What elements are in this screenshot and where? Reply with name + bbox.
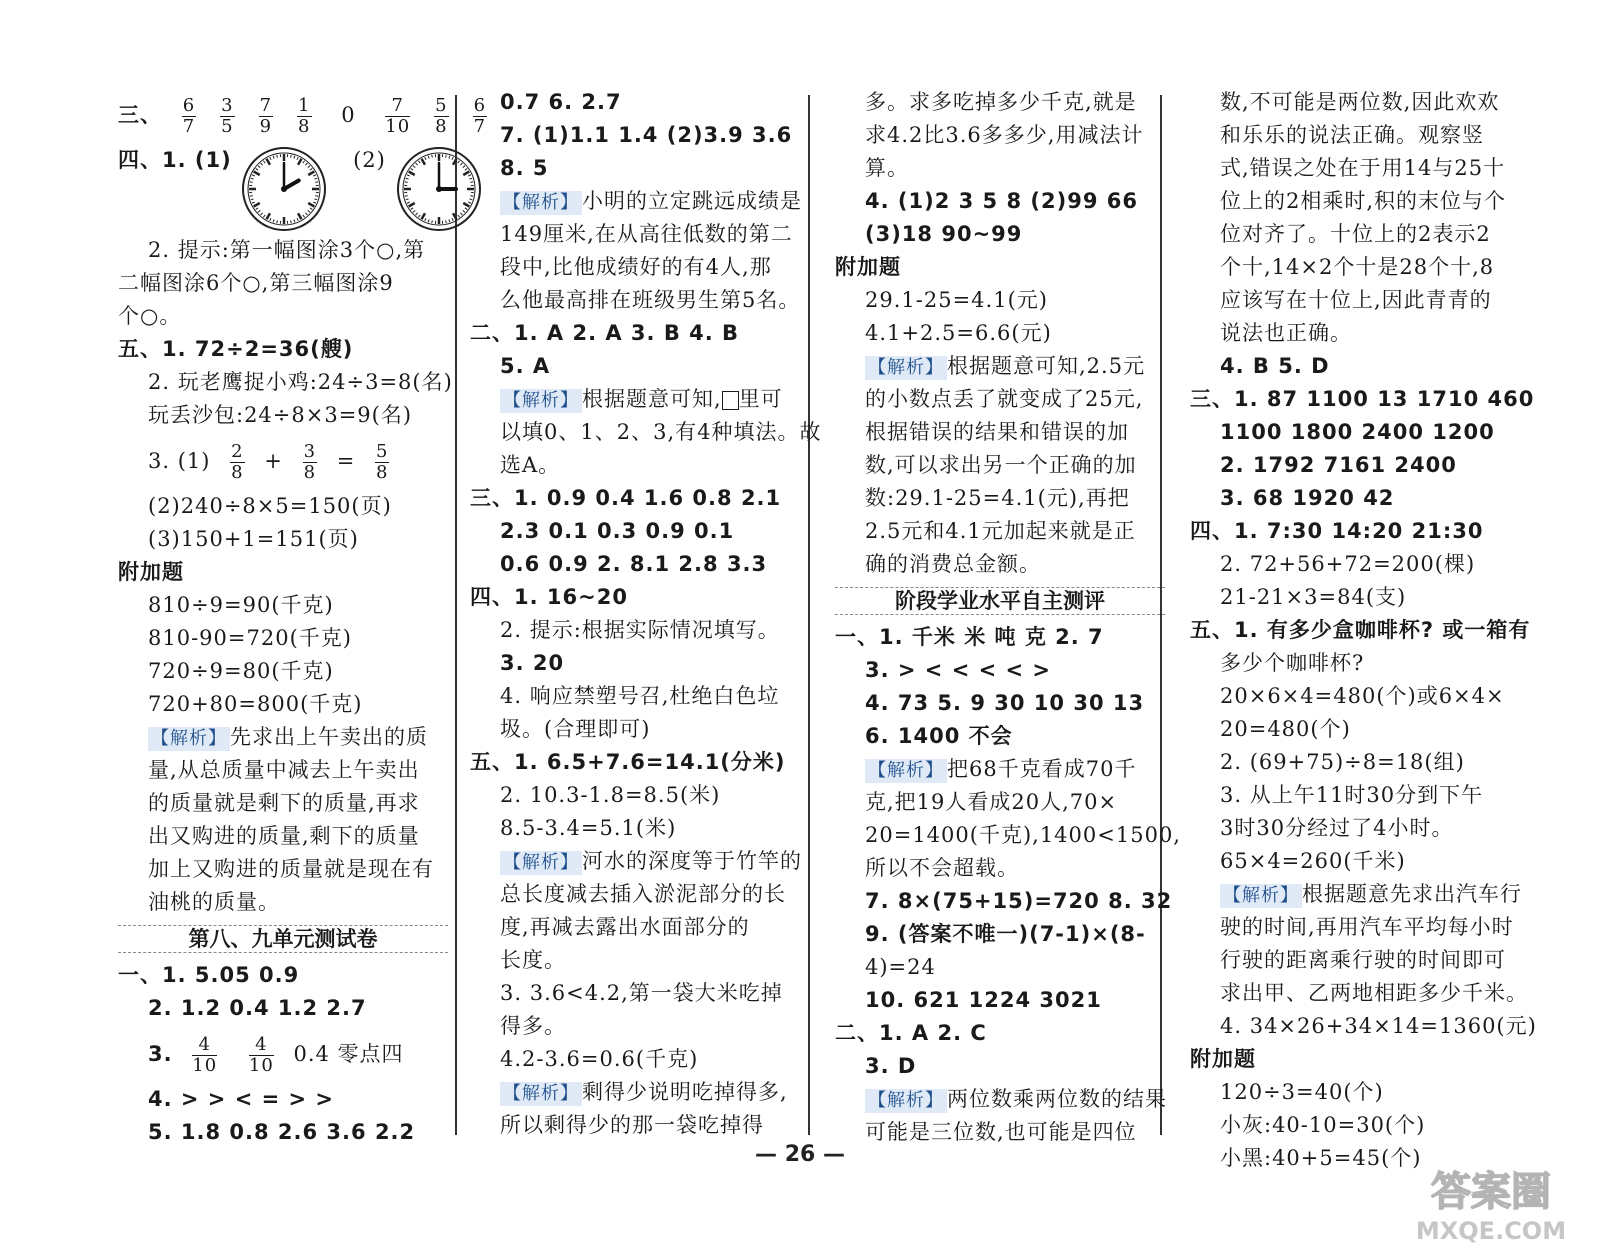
clock-tick [309,203,315,207]
clock-tick [254,172,260,176]
answer-line: 3. D [865,1054,917,1078]
clock-tick [303,215,305,217]
answer-line: 位上的2相乘时,积的末位与个 [1220,189,1507,213]
svg-text:MXQE.COM: MXQE.COM [1415,1217,1567,1245]
section-title: 第八、九单元测试卷 [118,919,448,959]
clock-tick [270,157,271,160]
answer-line: 二幅图涂6个○,第三幅图涂9 [118,271,394,295]
answer-line: 2. 提示:根据实际情况填写。 [500,618,780,642]
answer-line: 出又购进的质量,剩下的质量 [148,824,420,848]
analysis-line: 求出甲、乙两地相距多少千米。 [1220,981,1528,1005]
answer-line: 一、1. 千米 米 吨 克 2. 7 [835,625,1104,649]
section-marker: 三、 [118,103,162,127]
clock-tick [448,156,449,159]
answer-line: 3时30分经过了4小时。 [1220,816,1454,840]
clock-tick [277,220,278,223]
answer-line: 油桃的质量。 [148,890,280,914]
analysis-line: 可能是三位数,也可能是四位 [865,1120,1137,1144]
answer-line: 五、1. 有多少盒咖啡杯? 或一箱有 [1190,618,1531,642]
watermark-logo [1406,1157,1576,1247]
clock-tick [428,156,429,159]
clock-tick [405,178,408,179]
analysis-line: 长度。 [500,948,566,972]
fraction: $\frac{7}{9}$ [259,95,273,137]
clock-tick [413,210,415,212]
answer-line: 4. 73 5. 9 30 10 30 13 [865,691,1145,715]
answer-line: 个○。 [118,304,182,328]
clock-tick [415,163,417,165]
answer-line: 说法也正确。 [1220,321,1352,345]
column-1 [118,86,487,1149]
analysis-line: 段中,比他成绩好的有4人,那 [500,255,772,279]
clock-tick [316,182,319,183]
clock-tick [462,210,464,212]
sub-marker: (2) [353,148,386,172]
analysis-line: 149厘米,在从高往低数的第二 [500,222,793,246]
fraction: $\frac{1}{8}$ [298,95,311,137]
clock-tick [453,159,457,165]
answer-line: 4. (1)2 3 5 8 (2)99 66 [865,189,1138,213]
fraction: $\frac{6}{7}$ [182,95,196,137]
clock-tick [274,156,275,159]
clock-tick [316,196,319,197]
clock-tick [418,161,420,163]
clock-tick [463,172,469,176]
clock-center [436,186,442,192]
clock-tick [410,208,412,210]
analysis-lines [118,754,448,919]
clock-tick [407,175,410,176]
clock-tick [314,175,317,176]
answer-line: 4.2-3.6=0.6(千克) [500,1047,699,1071]
answer-line: 0.7 6. 2.7 [500,90,622,114]
answer-line: 810-90=720(千克) [148,626,352,650]
answer-line: 五、1. 6.5+7.6=14.1(分米) [470,750,786,774]
analysis-tag: 【解析】 [865,1089,947,1113]
clock-icon [239,144,329,234]
fraction: $\frac{4}{10}$ [192,1034,218,1076]
answer-line: 数,不可能是两位数,因此欢欢 [1220,90,1500,114]
answer-line: 20=480(个) [1220,717,1351,741]
answer-line: 4. B 5. D [1220,354,1330,378]
answer-line: 小灰:40-10=30(个) [1220,1113,1426,1137]
clock-tick [267,213,271,219]
clock-tick [431,155,432,158]
answer-line: 1100 1800 2400 1200 [1220,420,1495,444]
answer-line: 10. 621 1224 3021 [865,988,1102,1012]
clock-tick [274,219,275,222]
fraction: $\frac{4}{10}$ [248,1034,274,1076]
clock-tick [303,161,305,163]
column-4 [1190,86,1537,1175]
clock-tick [315,178,318,179]
fraction: $\frac{5}{8}$ [435,95,448,137]
clock-tick [250,182,253,183]
answer-line: 位对齐了。十位上的2表示2 [1220,222,1491,246]
clock-tick [297,218,298,221]
analysis-tag: 【解析】 [500,191,582,215]
fraction: $\frac{3}{8}$ [303,441,317,483]
analysis-line: 2.5元和4.1元加起来就是正 [865,519,1136,543]
analysis-line: 选A。 [500,453,561,477]
clock-tick [294,219,295,222]
answer-line: 21-21×3=84(支) [1220,585,1407,609]
sub-marker: 3. (1) [148,449,211,473]
answer-line: 120÷3=40(个) [1220,1080,1384,1104]
clock-tick [421,213,425,219]
answer-line: 8. 5 [500,156,549,180]
analysis-line: 数,可以求出另一个正确的加 [865,453,1137,477]
clock-tick [294,156,295,159]
clock-tick [407,202,410,203]
answer-line: 的质量就是剩下的质量,再求 [148,791,420,815]
analysis-line: 所以不会超载。 [865,856,1019,880]
answer-line: 2. 玩老鹰捉小鸡:24÷3=8(名) [148,370,453,394]
answer-line: 二、1. A 2. C [835,1021,987,1045]
answer-line: 2. 10.3-1.8=8.5(米) [500,783,721,807]
clock-tick [261,213,263,215]
clock-answers [118,144,448,234]
analysis-line: 克,把19人看成20人,70× [865,790,1118,814]
clock-tick [250,196,253,197]
column-divider [808,95,810,1135]
answer-line: 2. 72+56+72=200(棵) [1220,552,1476,576]
column-divider [455,95,457,1135]
extra-title: 附加题 [118,560,184,584]
analysis-line: 的小数点丢了就变成了25元, [865,387,1144,411]
analysis-line: 【解析】 把68千克看成70千 [835,753,1165,786]
analysis-line: 【解析】 根据题意先求出汽车行 [1190,878,1520,911]
answer-line: 4.1+2.5=6.6(元) [865,321,1052,345]
clock-tick [309,172,315,176]
fraction: $\frac{2}{8}$ [231,441,244,483]
zero-value: 0 [341,103,356,127]
answer-line: 4. 响应禁塑号召,杜绝白色垃 [500,684,780,708]
answer-line: 3. 3.6<4.2,第一袋大米吃掉 [500,981,783,1005]
clock-tick [258,166,260,168]
answer-line: 求4.2比3.6多多少,用减法计 [865,123,1144,147]
analysis-tag: 【解析】 [865,759,947,783]
answer-line: 玩丢沙包:24÷8×3=9(名) [148,403,413,427]
answer-line: 2. 提示:第一幅图涂3个○,第 [148,238,426,262]
answer-line: 720+80=800(千克) [148,692,363,716]
clock-tick [460,163,462,165]
clock-tick [267,159,271,165]
clock-tick [464,208,466,210]
answer-line: 9. (答案不唯一)(7-1)×(8- [865,922,1146,946]
answer-line: 小黑:40+5=45(个) [1220,1146,1422,1170]
analysis-line: 度,再减去露出水面部分的 [500,915,750,939]
section-three-fractions [118,86,487,144]
clock-tick [415,213,417,215]
clock-tick [291,220,292,223]
clock-tick [254,203,260,207]
analysis-line: 【解析】 先求出上午卖出的质 [118,721,448,754]
extra-lines [118,589,448,721]
page-number: — 26 — [755,1142,845,1167]
column-3 [835,86,1181,1149]
clock-tick [308,166,310,168]
clock-tick [448,219,449,222]
analysis-line: 【解析】 河水的深度等于竹竿的 [470,845,800,878]
clock-tick [408,203,414,207]
blank-box [722,391,739,410]
answer-line: 5. 1.8 0.8 2.6 3.6 2.2 [148,1120,416,1144]
clock-tick [424,218,425,221]
clock-tick [460,213,462,215]
answer-line: 四、1. 16~20 [470,585,628,609]
fraction-equation [118,432,448,490]
answer-line: 圾。(合理即可) [500,717,651,741]
clock-tick [418,215,420,217]
clock-tick [291,155,292,158]
clock-tick [464,168,466,170]
answer-line: 五、1. 72÷2=36(艘) [118,337,354,361]
clock-face-1 [239,144,329,244]
analysis-line: 【解析】 两位数乘两位数的结果 [835,1083,1165,1116]
answer-line: 得多。 [500,1014,566,1038]
answer-line: 7. (1)1.1 1.4 (2)3.9 3.6 [500,123,793,147]
clock-tick [310,168,312,170]
clock-tick [428,219,429,222]
analysis-line: 【解析】 小明的立定跳远成绩是 [470,185,800,218]
clock-tick [306,213,308,215]
column-2 [470,86,822,1142]
clock-tick [404,182,407,183]
answer-line: (2)240÷8×5=150(页) [148,494,392,518]
analysis-tag: 【解析】 [865,356,947,380]
clock-tick [315,199,318,200]
analysis-line: 【解析】 根据题意可知,2.5元 [835,350,1165,383]
clock-tick [270,218,271,221]
clock-tick [306,163,308,165]
clock-tick [252,202,255,203]
clock-tick [421,159,425,165]
answer-text: 0.4 零点四 [293,1042,404,1066]
answer-line: 加上又购进的质量就是现在有 [148,857,434,881]
answer-line: 四、1. 7:30 14:20 21:30 [1190,519,1484,543]
sub-marker: 3. [148,1042,173,1066]
clock-tick [264,161,266,163]
operator: + [264,449,283,473]
analysis-line: 么他最高排在班级男生第5名。 [500,288,801,312]
clock-tick [413,166,415,168]
extra-title: 附加题 [835,255,901,279]
answer-line: 式,错误之处在于用14与25十 [1220,156,1506,180]
clock-tick [314,202,317,203]
clock-tick [408,172,414,176]
fraction: $\frac{3}{5}$ [221,95,234,137]
fraction: $\frac{7}{10}$ [385,95,411,137]
clock-tick [404,196,407,197]
extra-title: 附加题 [1190,1047,1256,1071]
analysis-line: 确的消费总金额。 [865,552,1041,576]
analysis-line: 20=1400(千克),1400<1500, [865,823,1181,847]
answer-line: 2. 1.2 0.4 1.2 2.7 [148,996,367,1020]
answer-line: 6. 1400 不会 [865,724,1013,748]
clock-tick [252,175,255,176]
answer-line: 算。 [865,156,909,180]
analysis-tag: 【解析】 [500,851,582,875]
answer-line: 2. 1792 7161 2400 [1220,453,1457,477]
answer-line: 量,从总质量中减去上午卖出 [148,758,420,782]
clock-tick [445,155,446,158]
answer-line: (3)150+1=151(页) [148,527,359,551]
svg-text:答案圈: 答案圈 [1431,1169,1551,1215]
clock-tick [405,199,408,200]
clock-tick [297,157,298,160]
clock-tick [264,215,266,217]
operator: = [336,449,356,473]
analysis-line: 数:29.1-25=4.1(元),再把 [865,486,1130,510]
analysis-tag: 【解析】 [500,389,582,413]
analysis-tag: 【解析】 [148,727,230,751]
clock-tick [298,159,302,165]
answer-line: 2.3 0.1 0.3 0.9 0.1 [500,519,735,543]
answer-line: 4)=24 [865,955,936,979]
answer-line: 20×6×4=480(个)或6×4× [1220,684,1505,708]
analysis-line: 以填0、1、2、3,有4种填法。故 [500,420,822,444]
answer-line: 应该写在十位上,因此青青的 [1220,288,1492,312]
clock-tick [424,157,425,160]
clock-tick [258,210,260,212]
answer-line: 29.1-25=4.1(元) [865,288,1048,312]
clock-tick [277,155,278,158]
answer-line: 3. 从上午11时30分到下午 [1220,783,1484,807]
section-marker: 四、1. (1) [118,148,232,172]
clock-center [281,186,287,192]
fraction: $\frac{5}{8}$ [376,441,389,483]
analysis-line: 驶的时间,再用汽车平均每小时 [1220,915,1514,939]
clock-tick [457,161,459,163]
answer-line: 二、1. A 2. A 3. B 4. B [470,321,740,345]
fraction-list [170,95,324,137]
answer-line: 多少个咖啡杯? [1220,651,1365,675]
analysis-line: 【解析】 剩得少说明吃掉得多, [470,1076,800,1109]
analysis-line: 根据错误的结果和错误的加 [865,420,1129,444]
clock-tick [251,199,254,200]
answer-line: 4. 34×26+34×14=1360(元) [1220,1014,1537,1038]
answer-line: 5. A [500,354,551,378]
answer-line: 65×4=260(千米) [1220,849,1406,873]
clock-tick [462,166,464,168]
answer-line: 0.6 0.9 2. 8.1 2.8 3.3 [500,552,768,576]
answer-line: 810÷9=90(千克) [148,593,334,617]
clock-tick [453,213,457,219]
answer-line: 个十,14×2个十是28个十,8 [1220,255,1495,279]
answer-line: 多。求多吃掉多少千克,就是 [865,90,1137,114]
clock-tick [452,218,453,221]
answer-line: 三、1. 87 1100 13 1710 460 [1190,387,1535,411]
clock-tick [452,157,453,160]
clock-tick [308,210,310,212]
fraction-answer [118,1025,448,1083]
answer-lines [1190,86,1535,878]
answer-line: 3. 20 [500,651,565,675]
clock-tick [256,168,258,170]
clock-tick [431,220,432,223]
answer-line: (3)18 90~99 [865,222,1023,246]
clock-tick [251,178,254,179]
clock-tick [445,220,446,223]
analysis-line: 总长度减去插入淤泥部分的长 [500,882,786,906]
clock-tick [463,203,469,207]
clock-tick [310,208,312,210]
analysis-tag: 【解析】 [1220,884,1302,908]
clock-tick [261,163,263,165]
analysis-tag: 【解析】 [500,1082,582,1106]
clock-tick [410,168,412,170]
answer-line: 8.5-3.4=5.1(米) [500,816,677,840]
answer-line: 7. 8×(75+15)=720 8. 32 [865,889,1173,913]
answer-line: 4. > > < = > > [148,1087,335,1111]
clock-tick [256,208,258,210]
section-title: 阶段学业水平自主测评 [835,581,1165,621]
answer-line: 3. > < < < < > [865,658,1052,682]
clock-tick [457,215,459,217]
answer-line: 三、1. 0.9 0.4 1.6 0.8 2.1 [470,486,782,510]
analysis-line: 【解析】 根据题意可知, 里可 [470,383,800,416]
answer-line: 2. (69+75)÷8=18(组) [1220,750,1465,774]
answer-line: 一、1. 5.05 0.9 [118,963,300,987]
answer-line: 720÷9=80(千克) [148,659,334,683]
analysis-line: 行驶的距离乘行驶的时间即可 [1220,948,1506,972]
answer-line: 和乐乐的说法正确。观察竖 [1220,123,1484,147]
answer-line: 3. 68 1920 42 [1220,486,1395,510]
fraction: $\frac{6}{7}$ [473,95,487,137]
watermark-icon [1406,1157,1576,1247]
clock-tick [298,213,302,219]
analysis-line: 所以剩得少的那一袋吃掉得 [500,1113,764,1137]
